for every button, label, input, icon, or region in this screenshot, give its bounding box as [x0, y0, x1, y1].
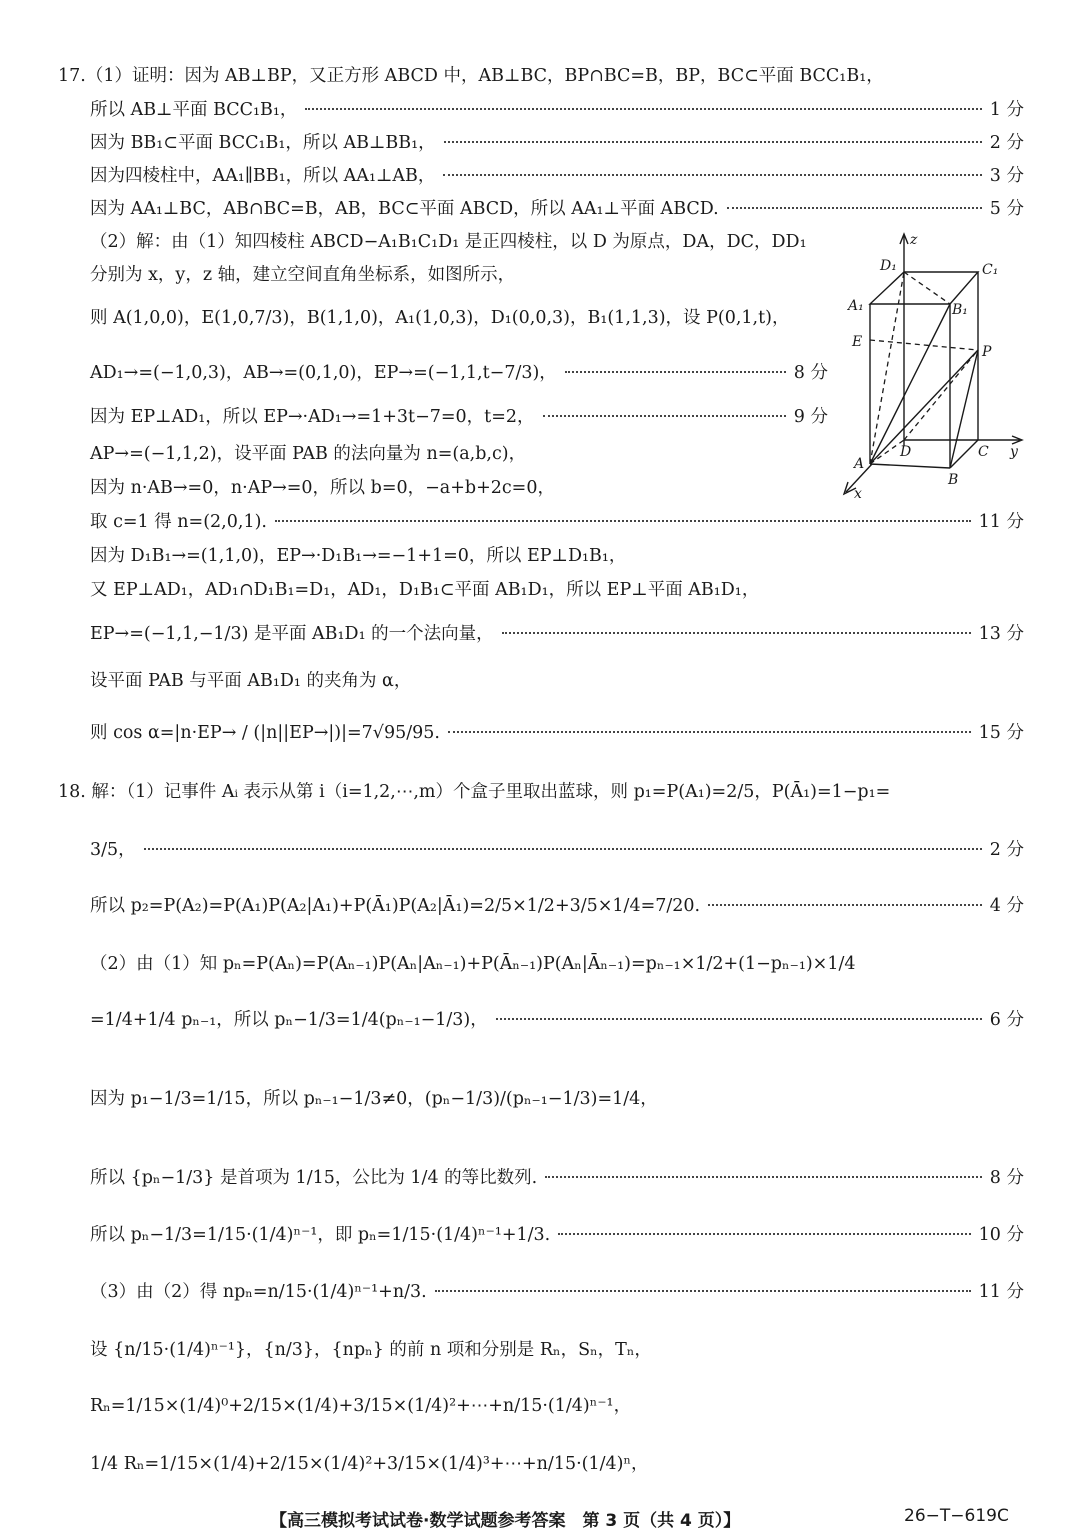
segment-D1B1-hidden [904, 272, 950, 304]
q17-line-17: 设平面 PAB 与平面 AB₁D₁ 的夹角为 α， [90, 671, 412, 691]
q17-line-2: 所以 AB⊥平面 BCC₁B₁， 1 分 [90, 96, 1024, 121]
q18-line-9: （3）由（2）得 npₙ=n/15·(1/4)ⁿ⁻¹+n/3. 11 分 [90, 1278, 1024, 1303]
label-P: P [982, 344, 992, 360]
edge-AB [870, 464, 950, 468]
q18-line-12: 1/4 Rₙ=1/15×(1/4)+2/15×(1/4)²+3/15×(1/4)³+⋯+n/15·(1/4)ⁿ， [90, 1454, 649, 1474]
q17-line-12: 因为 n·AB→=0，n·AP→=0，所以 b=0，−a+b+2c=0， [90, 478, 555, 498]
label-A1: A₁ [848, 298, 864, 314]
score-mark: 2 分 [989, 133, 1024, 153]
segment-AD1-hidden [870, 272, 904, 464]
q17-line-13: 取 c=1 得 n=(2,0,1). 11 分 [90, 508, 1024, 533]
score-mark: 4 分 [989, 896, 1024, 916]
q17-line-3: 因为 BB₁⊂平面 BCC₁B₁，所以 AB⊥BB₁， 2 分 [90, 129, 1024, 154]
q18-line-6: 因为 p₁−1/3=1/15，所以 pₙ₋₁−1/3≠0，(pₙ−1/3)/(pₙ₋₁−1/3)=1/4， [90, 1089, 658, 1109]
q17-line-14: 因为 D₁B₁→=(1,1,0)，EP→·D₁B₁→=−1+1=0，所以 EP⊥D₁B₁， [90, 546, 627, 566]
edge-BC [950, 440, 978, 468]
label-z: z [910, 232, 918, 248]
q18-line-10: 设 {n/15·(1/4)ⁿ⁻¹}，{n/3}，{npₙ} 的前 n 项和分别是 Rₙ，Sₙ，Tₙ， [90, 1340, 652, 1360]
score-mark: 11 分 [978, 1282, 1024, 1302]
q17-line-4: 因为四棱柱中，AA₁∥BB₁，所以 AA₁⊥AB， 3 分 [90, 162, 1024, 187]
q17-line-16: EP→=(−1,1,−1/3) 是平面 AB₁D₁ 的一个法向量， 13 分 [90, 620, 1024, 645]
score-mark: 11 分 [978, 512, 1024, 532]
label-E: E [852, 334, 863, 350]
label-C1: C₁ [982, 262, 999, 278]
score-mark: 9 分 [793, 407, 828, 427]
page-footer [0, 1506, 1080, 1531]
footer-title: 【高三模拟考试试卷·数学试题参考答案 第 3 页（共 4 页）】 [270, 1511, 741, 1531]
footer-code: 26−T−619C [904, 1506, 1009, 1526]
q17-line-5: 因为 AA₁⊥BC，AB∩BC=B，AB，BC⊂平面 ABCD，所以 AA₁⊥平面 ABCD. 5 分 [90, 195, 1024, 220]
q17-line-10: 因为 EP⊥AD₁，所以 EP→·AD₁→=1+3t−7=0，t=2， 9 分 [90, 403, 828, 428]
score-mark: 10 分 [978, 1225, 1024, 1245]
q17-line-18: 则 cos α=|n·EP→ / (|n||EP→|)|=7√95/95. 15 分 [90, 719, 1024, 744]
score-mark: 1 分 [989, 100, 1024, 120]
score-mark: 3 分 [989, 166, 1024, 186]
prism-diagram [832, 228, 1032, 503]
q18-line-3: 所以 p₂=P(A₂)=P(A₁)P(A₂|A₁)+P(Ā₁)P(A₂|Ā₁)=2/5×1/2+3/5×1/4=7/20. 4 分 [90, 892, 1024, 917]
label-C: C [978, 444, 989, 460]
score-mark: 8 分 [989, 1168, 1024, 1188]
q18-line-2: 3/5， 2 分 [90, 836, 1024, 861]
q17-line-1: 17.（1）证明：因为 AB⊥BP，又正方形 ABCD 中，AB⊥BC，BP∩BC=B，BP，BC⊂平面 BCC₁B₁， [58, 66, 884, 86]
q18-line-8: 所以 pₙ−1/3=1/15·(1/4)ⁿ⁻¹，即 pₙ=1/15·(1/4)ⁿ⁻¹+1/3. 10 分 [90, 1221, 1024, 1246]
q18-line-11: Rₙ=1/15×(1/4)⁰+2/15×(1/4)+3/15×(1/4)²+⋯+n/15·(1/4)ⁿ⁻¹， [90, 1396, 632, 1416]
label-B: B [948, 472, 959, 488]
label-D: D [900, 444, 912, 460]
q17-line-15: 又 EP⊥AD₁，AD₁∩D₁B₁=D₁，AD₁，D₁B₁⊂平面 AB₁D₁，所以 EP⊥平面 AB₁D₁， [90, 580, 760, 600]
q18-line-5: =1/4+1/4 pₙ₋₁，所以 pₙ−1/3=1/4(pₙ₋₁−1/3)， 6 分 [90, 1006, 1024, 1031]
q18-line-7: 所以 {pₙ−1/3} 是首项为 1/15，公比为 1/4 的等比数列. 8 分 [90, 1164, 1024, 1189]
label-y: y [1010, 444, 1018, 460]
q18-line-1: 18. 解：（1）记事件 Aᵢ 表示从第 i（i=1,2,⋯,m）个盒子里取出蓝球，则 p₁=P(A₁)=2/5，P(Ā₁)=1−p₁= [58, 782, 891, 802]
score-mark: 15 分 [978, 723, 1024, 743]
q17-line-9: AD₁→=(−1,0,3)，AB→=(0,1,0)，EP→=(−1,1,t−7/3)， 8 分 [90, 359, 828, 384]
q17-line-11: AP→=(−1,1,2)，设平面 PAB 的法向量为 n=(a,b,c)， [90, 444, 527, 464]
label-B1: B₁ [952, 302, 968, 318]
edge-AD-hidden [870, 440, 904, 464]
score-mark: 8 分 [793, 363, 828, 383]
segment-EP-hidden [870, 340, 978, 350]
label-x: x [854, 486, 862, 502]
score-mark: 13 分 [978, 624, 1024, 644]
score-mark: 5 分 [989, 199, 1024, 219]
q17-line-8: 则 A(1,0,0)，E(1,0,7/3)，B(1,1,0)，A₁(1,0,3)，D₁(0,0,3)，B₁(1,1,3)，设 P(0,1,t)， [90, 308, 790, 328]
q17-line-7: 分别为 x，y，z 轴，建立空间直角坐标系，如图所示， [90, 265, 516, 285]
top-face [870, 272, 978, 304]
label-A: A [854, 456, 865, 472]
segment-AP [870, 350, 978, 464]
score-mark: 2 分 [989, 840, 1024, 860]
label-D1: D₁ [880, 258, 897, 274]
score-mark: 6 分 [989, 1010, 1024, 1030]
q18-line-4: （2）由（1）知 pₙ=P(Aₙ)=P(Aₙ₋₁)P(Aₙ|Aₙ₋₁)+P(Āₙ₋₁)P(Aₙ|Āₙ₋₁)=pₙ₋₁×1/2+(1−pₙ₋₁)×1/4 [90, 954, 856, 974]
q17-line-6: （2）解：由（1）知四棱柱 ABCD−A₁B₁C₁D₁ 是正四棱柱，以 D 为原点，DA，DC，DD₁ [90, 232, 807, 252]
